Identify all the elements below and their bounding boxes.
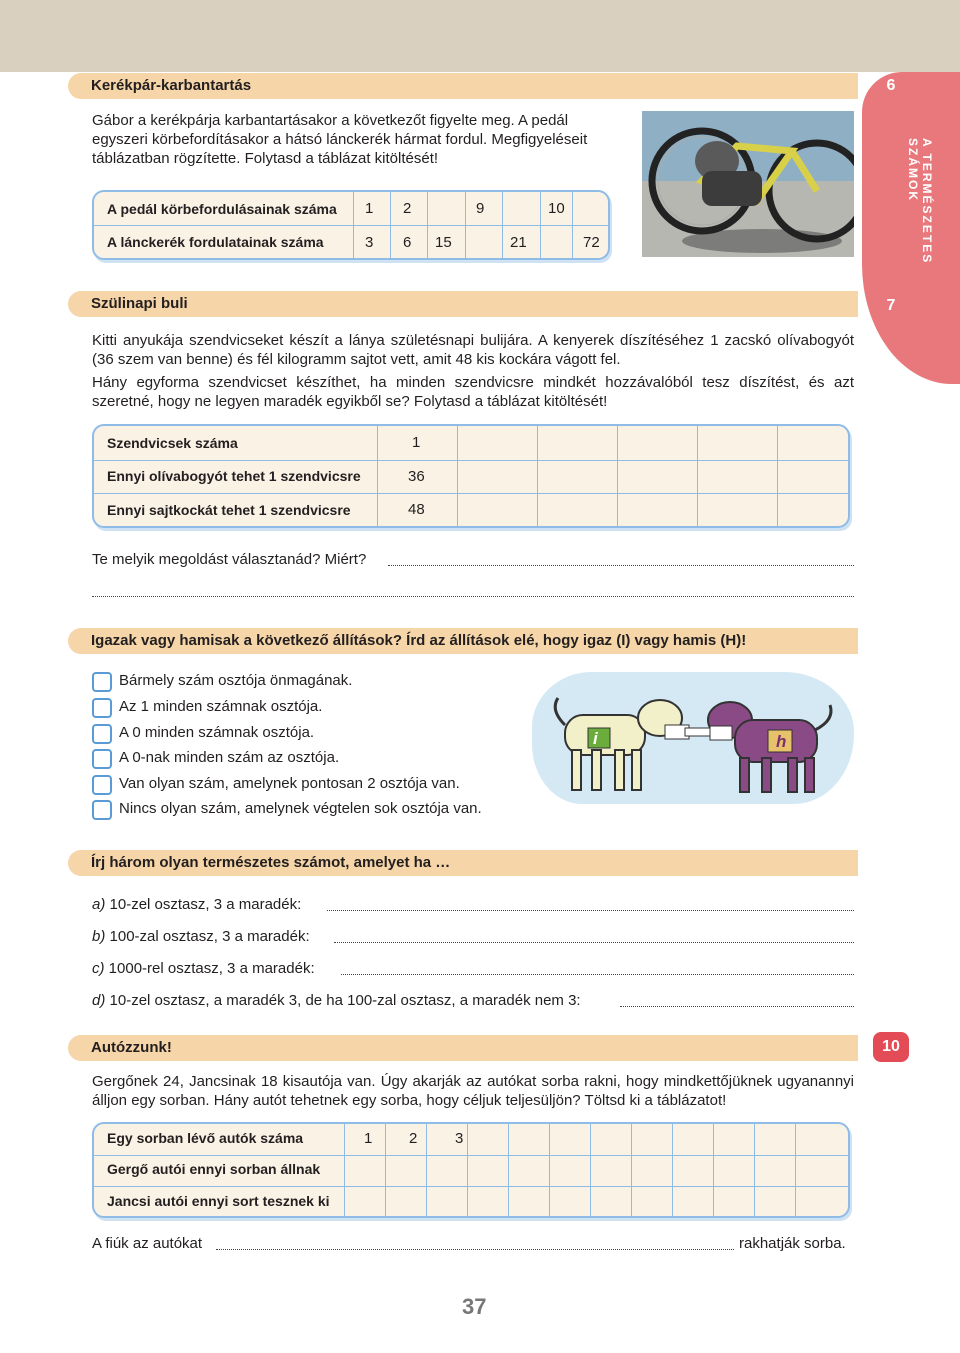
task9-answer-c[interactable] bbox=[341, 973, 854, 975]
dog-left-letter: i bbox=[593, 729, 598, 748]
task9-item-b bbox=[92, 928, 310, 945]
task7-row2-label: Ennyi olívabogyót tehet 1 szendvicsre bbox=[107, 468, 361, 484]
task9-item-a-text: 10-zel osztasz, 3 a maradék: bbox=[109, 896, 302, 913]
task9-item-d-text: 10-zel osztasz, a maradék 3, de ha 100-zal osztasz, a maradék nem 3: bbox=[109, 992, 581, 1009]
task6-row1-label: A pedál körbefordulásainak száma bbox=[107, 201, 337, 217]
task9-item-a-letter: a) bbox=[92, 896, 106, 913]
task6-title: Kerékpár-karbantartás bbox=[91, 77, 252, 94]
task9-item-c-letter: c) bbox=[92, 960, 105, 977]
task8-title-bar bbox=[68, 628, 858, 654]
statement-2-checkbox[interactable] bbox=[92, 698, 112, 718]
task7-r2-value: 36 bbox=[408, 468, 425, 485]
page-number: 37 bbox=[462, 1294, 487, 1319]
task9-item-d-letter: d) bbox=[92, 992, 106, 1009]
task10-row3-label: Jancsi autói ennyi sort tesznek ki bbox=[107, 1193, 330, 1209]
task10-answer-end: rakhatják sorba. bbox=[739, 1235, 846, 1252]
task6-r2-c2: 6 bbox=[403, 234, 412, 251]
task10-row1-label: Egy sorban lévő autók száma bbox=[107, 1130, 304, 1146]
task6-title-bar bbox=[68, 73, 858, 99]
task9-answer-a[interactable] bbox=[327, 909, 854, 911]
task7-text-2: Hány egyforma szendvicset készíthet, ha minden szendvicsre mindkét hozzávalóból tesz díszítést, és azt szeretné, hogy ne legyen maradék egyikből se? Folytasd a táblázat kitöltését! bbox=[92, 374, 854, 410]
task10-answer-line[interactable] bbox=[216, 1248, 734, 1250]
task10-r1-c2: 2 bbox=[409, 1130, 418, 1147]
statement-3-checkbox[interactable] bbox=[92, 724, 112, 744]
task7-question: Te melyik megoldást választanád? Miért? bbox=[92, 551, 367, 568]
task6-r2-c1: 3 bbox=[365, 234, 374, 251]
task9-item-b-letter: b) bbox=[92, 928, 106, 945]
task9-title: Írj három olyan természetes számot, amelyet ha … bbox=[91, 854, 451, 871]
task6-number: 6 bbox=[886, 77, 896, 94]
task6-r1-c1: 1 bbox=[365, 200, 374, 217]
statement-2: Az 1 minden számnak osztója. bbox=[119, 698, 323, 715]
task7-row1-label: Szendvicsek száma bbox=[107, 435, 238, 451]
task7-r1-value: 1 bbox=[412, 434, 421, 451]
task9-answer-b[interactable] bbox=[334, 941, 854, 943]
statement-4: A 0-nak minden szám az osztója. bbox=[119, 749, 340, 766]
dog-right-letter: h bbox=[776, 732, 787, 751]
task7-answer-line-2[interactable] bbox=[92, 595, 854, 597]
task9-title-bar bbox=[68, 850, 858, 876]
task6-row2-label: A lánckerék fordulatainak száma bbox=[107, 234, 324, 250]
statement-1: Bármely szám osztója önmagának. bbox=[119, 672, 353, 689]
task7-r3-value: 48 bbox=[408, 501, 425, 518]
task10-title-bar bbox=[68, 1035, 858, 1061]
task9-number: 9 bbox=[886, 855, 896, 872]
statement-6-checkbox[interactable] bbox=[92, 800, 112, 820]
top-band bbox=[0, 0, 960, 72]
task8-number: 8 bbox=[886, 632, 896, 649]
task6-r2-c7: 72 bbox=[583, 234, 600, 251]
task6-r1-c4: 9 bbox=[476, 200, 485, 217]
task10-number: 10 bbox=[873, 1032, 909, 1062]
chapter-tab-label: A TERMÉSZETES SZÁMOK bbox=[906, 138, 934, 265]
task7-title: Szülinapi buli bbox=[91, 295, 188, 312]
task7-number: 7 bbox=[886, 297, 896, 314]
task6-text: Gábor a kerékpárja karbantartásakor a következőt figyelte meg. A pedál egyszeri körbefordításakor a hátsó lánckerék hármat fordul. Megfigyeléseit táblázatban rögzítette. Folytasd a táblázat kitöltését! bbox=[92, 112, 588, 167]
task6-r1-c6: 10 bbox=[548, 200, 565, 217]
task10-answer-start: A fiúk az autókat bbox=[92, 1235, 203, 1252]
task10-text: Gergőnek 24, Jancsinak 18 kisautója van. Úgy akarják az autókat sorba rakni, hogy mindkettőjüknek ugyanannyi álljon egy sorban. Hány autót tehetnek egy sorba, hogy céljuk teljesüljön? Töltsd ki a táblázatot! bbox=[92, 1073, 854, 1109]
task7-row3-label: Ennyi sajtkockát tehet 1 szendvicsre bbox=[107, 502, 351, 518]
task10-row2-label: Gergő autói ennyi sorban állnak bbox=[107, 1161, 321, 1177]
task10-r1-c1: 1 bbox=[364, 1130, 373, 1147]
task9-item-c bbox=[92, 960, 315, 977]
statement-5: Van olyan szám, amelynek pontosan 2 osztója van. bbox=[119, 775, 460, 792]
task10-title: Autózzunk! bbox=[91, 1039, 172, 1056]
task9-item-c-text: 1000-rel osztasz, 3 a maradék: bbox=[108, 960, 315, 977]
task8-title: Igazak vagy hamisak a következő állítások? Írd az állítások elé, hogy igaz (I) vagy hamis (H)! bbox=[91, 632, 747, 649]
task7-answer-line-1[interactable] bbox=[388, 564, 854, 566]
task9-item-d bbox=[92, 992, 581, 1009]
task7-title-bar bbox=[68, 291, 858, 317]
task7-text-1: Kitti anyukája szendvicseket készít a lánya születésnapi bulijára. A kenyerek díszítéséhez 1 zacskó olívabogyót (36 szem van benne) és fél kilogramm sajtot vett, amit 48 kis kockára vágott fel. bbox=[92, 332, 854, 368]
task9-item-a bbox=[92, 896, 301, 913]
statement-5-checkbox[interactable] bbox=[92, 775, 112, 795]
statement-6: Nincs olyan szám, amelynek végtelen sok osztója van. bbox=[119, 800, 482, 817]
statement-4-checkbox[interactable] bbox=[92, 749, 112, 769]
task6-r2-c5: 21 bbox=[510, 234, 527, 251]
task6-r2-c3: 15 bbox=[435, 234, 452, 251]
statement-3: A 0 minden számnak osztója. bbox=[119, 724, 315, 741]
task9-answer-d[interactable] bbox=[620, 1005, 854, 1007]
task9-item-b-text: 100-zal osztasz, 3 a maradék: bbox=[109, 928, 310, 945]
task6-r1-c2[interactable]: 2 bbox=[403, 200, 412, 217]
bicycle-photo bbox=[642, 111, 854, 257]
statement-1-checkbox[interactable] bbox=[92, 672, 112, 692]
task10-r1-c3: 3 bbox=[455, 1130, 464, 1147]
